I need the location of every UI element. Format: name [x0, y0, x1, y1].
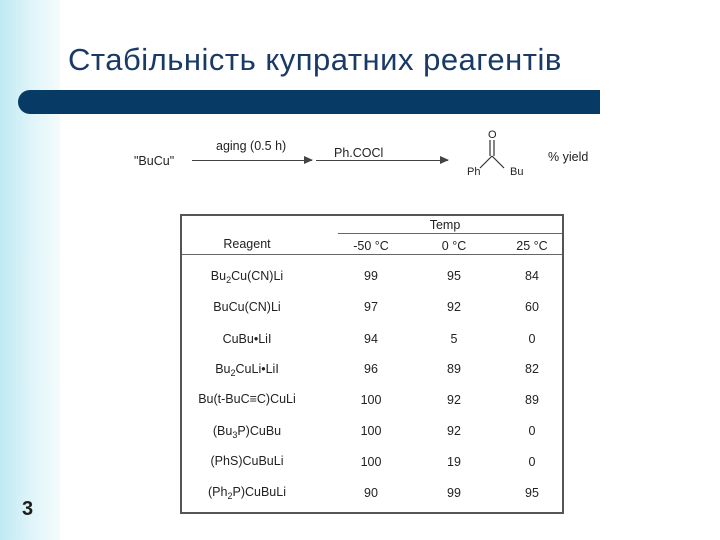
scheme-step1: aging (0.5 h) [216, 139, 287, 153]
yield-cell: 19 [447, 455, 461, 469]
product-oxygen: O [488, 129, 497, 141]
yield-cell: 0 [528, 455, 536, 469]
yield-table [180, 214, 564, 514]
yield-cell: 94 [364, 332, 378, 346]
header-rule [182, 254, 562, 255]
yield-cell: 89 [447, 362, 461, 376]
product-bu: Bu [510, 166, 524, 178]
yield-label: % yield [548, 150, 589, 164]
yield-cell: 99 [364, 269, 378, 283]
yield-cell: 99 [447, 486, 461, 500]
reagent-cell: BuCu(CN)Li [213, 300, 281, 314]
temp-group-header: Temp [429, 218, 461, 232]
yield-cell: 92 [447, 393, 461, 407]
header-reagent: Reagent [223, 237, 271, 251]
scheme-step2: Ph.COCl [334, 146, 384, 160]
reagent-cell: (PhS)CuBuLi [210, 454, 284, 468]
scheme-reagent: "BuCu" [134, 154, 175, 168]
temp-rule [338, 233, 562, 234]
reaction-scheme [0, 0, 720, 200]
yield-cell: 90 [364, 486, 378, 500]
yield-cell: 60 [525, 300, 539, 314]
yield-cell: 84 [525, 269, 539, 283]
yield-cell: 97 [364, 300, 378, 314]
yield-cell: 100 [360, 455, 382, 469]
yield-cell: 0 [528, 424, 536, 438]
yield-cell: 95 [525, 486, 539, 500]
yield-cell: 0 [528, 332, 536, 346]
slide-title: Стабільність купратних реагентів [68, 42, 562, 77]
yield-cell: 5 [450, 332, 458, 346]
reagent-cell: $(Ph_2P)CuBuLi$ [208, 485, 286, 501]
header-temp-minus50: -50 °C [353, 239, 389, 253]
header-temp-0: 0 °C [441, 239, 467, 253]
yield-cell: 89 [525, 393, 539, 407]
scheme-arrow-2 [316, 160, 448, 161]
yield-cell: 96 [364, 362, 378, 376]
yield-cell: 82 [525, 362, 539, 376]
scheme-arrow-1 [192, 160, 312, 161]
reagent-cell: $(Bu_3P)CuBu$ [212, 424, 282, 440]
reagent-cell: $Bu_2Cu(CN)Li$ [210, 269, 284, 285]
yield-cell: 95 [447, 269, 461, 283]
yield-cell: 100 [360, 393, 382, 407]
reagent-cell: $Bu_2CuLi•LiI$ [215, 362, 279, 378]
slide-number: 3 [22, 498, 34, 520]
header-temp-25: 25 °C [516, 239, 548, 253]
yield-cell: 92 [447, 424, 461, 438]
yield-cell: 92 [447, 300, 461, 314]
reagent-cell: Bu(t-BuC≡C)CuLi [198, 392, 296, 406]
yield-cell: 100 [360, 424, 382, 438]
reagent-cell: CuBu•LiI [222, 332, 272, 346]
product-ph: Ph [467, 166, 481, 178]
